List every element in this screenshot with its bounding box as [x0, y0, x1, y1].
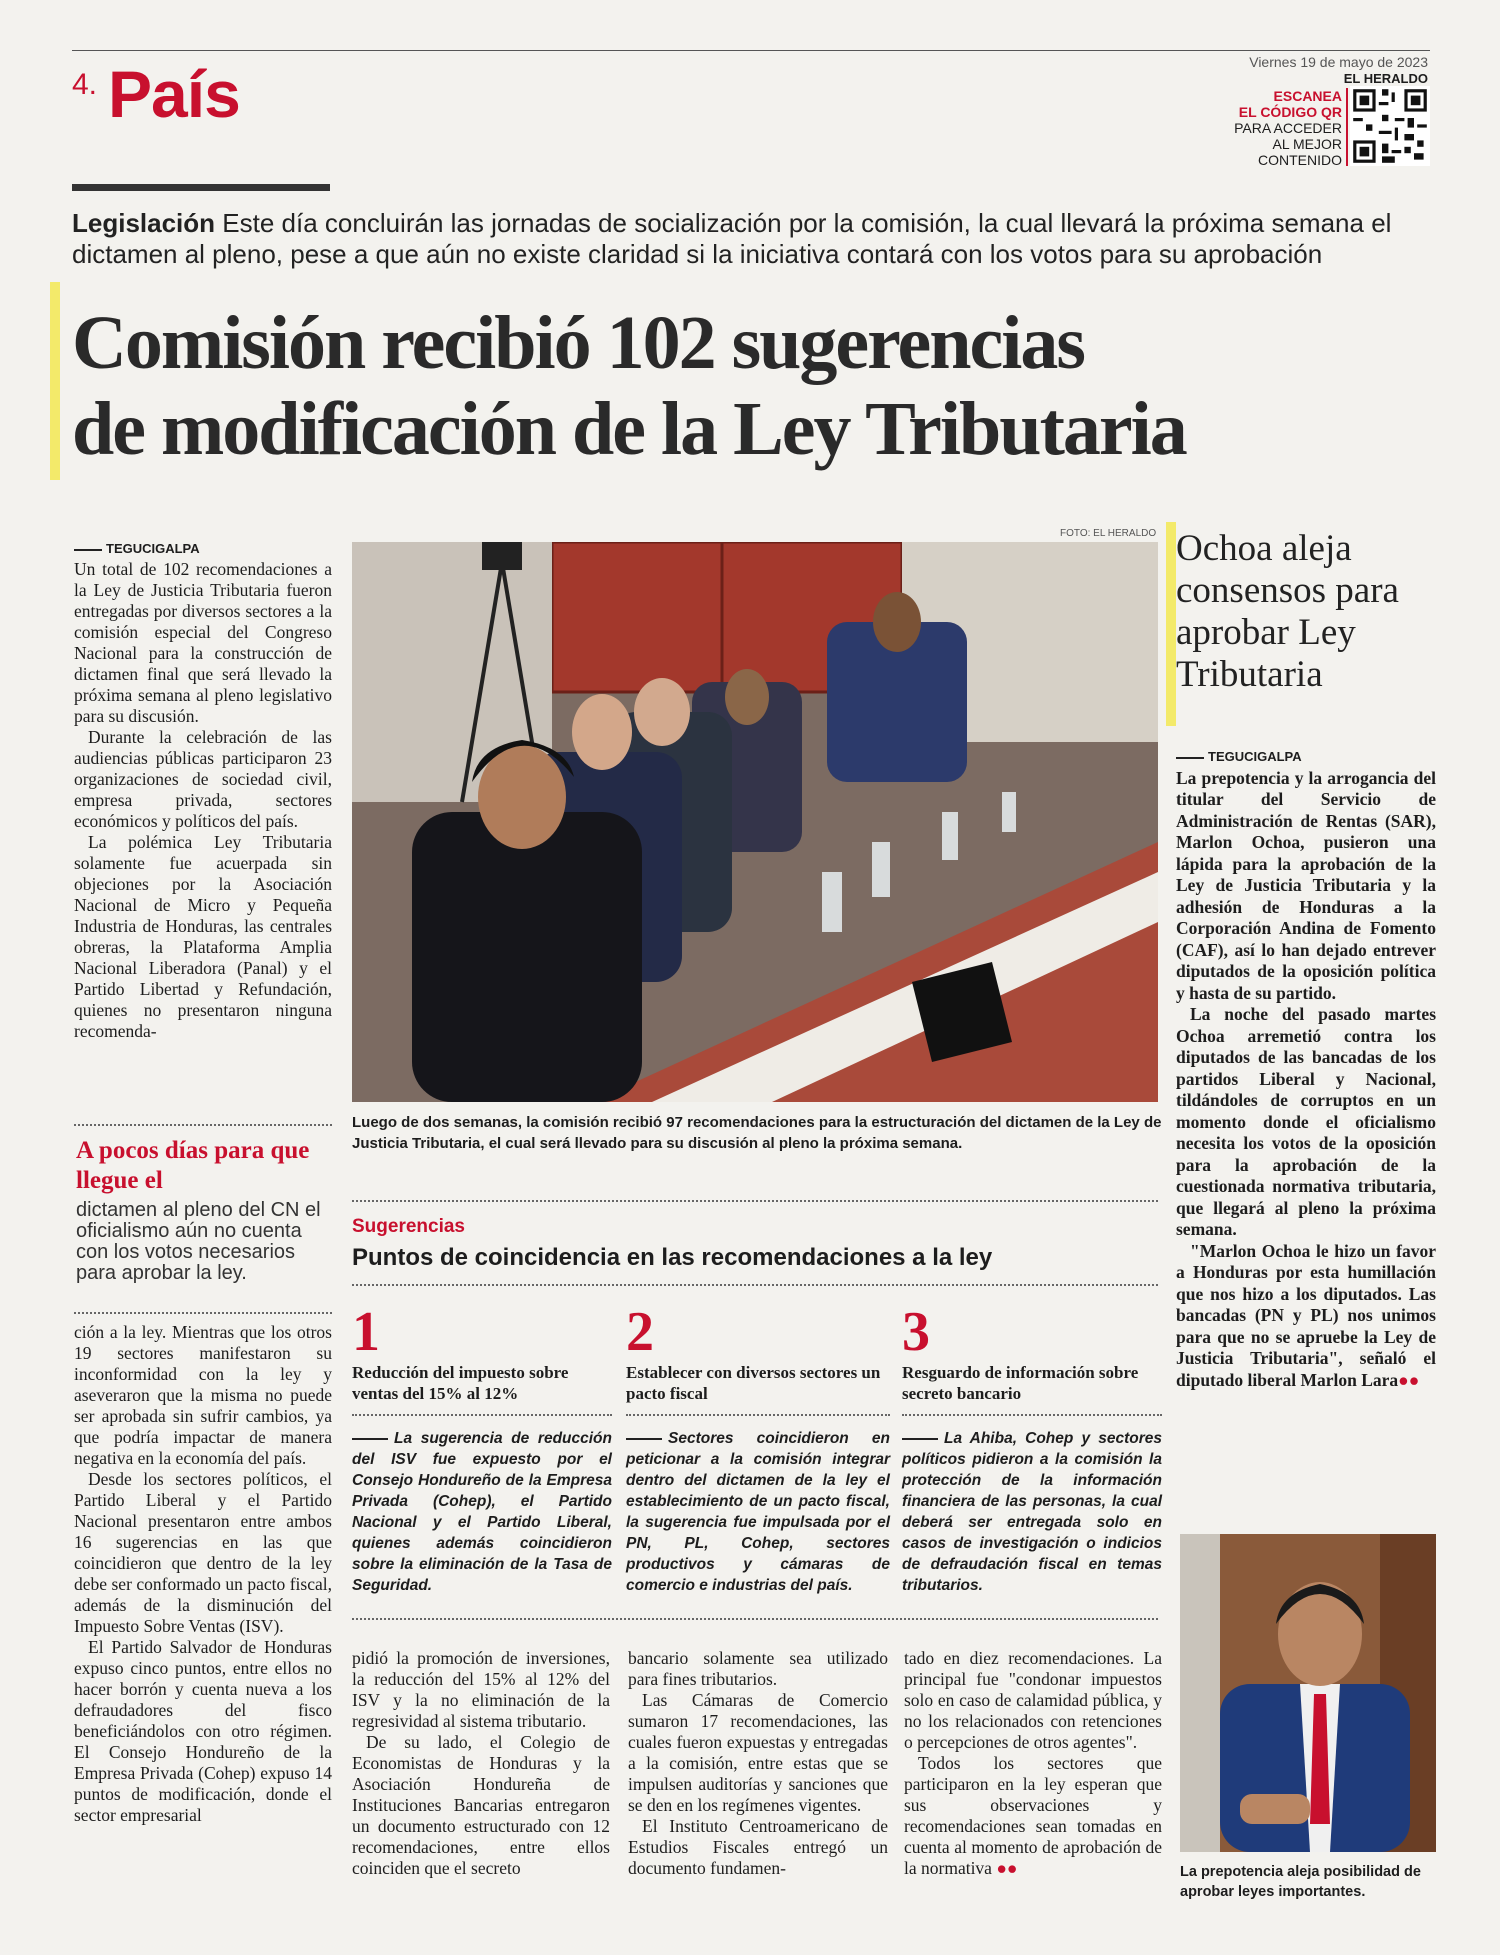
side-p1: La prepotencia y la arrogancia del titular del Servicio de Administración de Rentas (SAR), Marlon Ochoa, pusieron una lápida para la aprobación de la Ley de Justicia Tributaria y la adhesión de Honduras a la Corporación Andina de Fomento (CAF), así lo han dejado entrever diputados de la oposición política y hasta de su partido.	[1176, 767, 1436, 1003]
suggestion-point-1	[352, 1302, 612, 1596]
main-story-col2	[352, 1648, 610, 1879]
point-3-number: 3	[902, 1301, 930, 1363]
side-p3: "Marlon Ochoa le hizo un favor a Honduras por esta humillación que nos hizo a los diputados. Las bancadas (PN y PL) nos unimos para que no se apruebe la Ley de Justicia Tributaria", señaló el diputado liberal Marlon Lara	[1176, 1240, 1436, 1390]
newspaper-name: EL HERALDO	[1343, 71, 1428, 86]
side-dateline: TEGUCIGALPA	[1176, 746, 1436, 768]
main-story-col4	[904, 1648, 1162, 1879]
main-p9: bancario solamente sea utilizado para fines tributarios.	[628, 1648, 888, 1689]
side-end-mark-icon: ●●	[1398, 1369, 1420, 1390]
point-3-body: La Ahiba, Cohep y sectores políticos pidieron a la comisión la protección de la información financiera de las personas, la cual deberá ser entregada solo en casos de investigación o indicios de defraudación fiscal en temas tributarios.	[902, 1430, 1162, 1594]
top-rule	[72, 50, 1430, 51]
photo-credit: FOTO: EL HERALDO	[1060, 528, 1157, 539]
suggestions-bottom-rule	[352, 1618, 1158, 1620]
pull-rule-bottom	[74, 1312, 332, 1314]
point-1-title: Reducción del impuesto sobre ventas del 15% al 12%	[352, 1363, 569, 1403]
photo-caption: Luego de dos semanas, la comisión recibió 97 recomendaciones para la estructuración del dictamen de la Ley de Justicia Tributaria, el cual será llevado para su discusión al pleno la próxima semana.	[352, 1114, 1162, 1152]
main-p6: El Partido Salvador de Honduras expuso cinco puntos, entre ellos no hacer borrón y cuenta nueva a los defraudadores del fisco beneficiándolos con otro régimen. El Consejo Hondureño de la Empresa Privada (Cohep) expuso 14 puntos de modificación, donde el sector empresarial	[74, 1637, 332, 1825]
main-p10: Las Cámaras de Comercio sumaron 17 recomendaciones, las cuales fueron expuestas y entregadas a la comisión, entre estas que se impulsen auditorías y sanciones que se den en los regímenes vigentes.	[628, 1690, 888, 1815]
side-story-text	[1176, 746, 1436, 1391]
deck	[72, 208, 1432, 270]
point-3-title: Resguardo de información sobre secreto bancario	[902, 1363, 1139, 1403]
deck-kicker: Legislación	[72, 208, 216, 238]
section-title: País	[108, 57, 240, 131]
qr-divider	[1346, 88, 1348, 166]
point-2-number: 2	[626, 1301, 654, 1363]
end-mark-icon: ●●	[996, 1858, 1018, 1878]
main-p12: tado en diez recomendaciones. La principal fue "condonar impuestos solo en caso de calamidad pública, y no los relacionados con retenciones o percepciones de otros agentes".	[904, 1648, 1162, 1752]
caption-rule	[352, 1200, 1158, 1202]
point-2-title: Establecer con diversos sectores un pacto fiscal	[626, 1363, 881, 1403]
suggestions-rule	[352, 1284, 1158, 1286]
suggestions-title: Puntos de coincidencia en las recomendaciones a la ley	[352, 1244, 993, 1271]
point-1-body: La sugerencia de reducción del ISV fue expuesto por el Consejo Hondureño de la Empresa Privada (Cohep), el Partido Nacional y el Partido Liberal, quienes además coincidieron sobre la eliminación de la Tasa de Seguridad.	[352, 1430, 612, 1594]
qr-prompt	[1220, 88, 1342, 168]
main-p8: De su lado, el Colegio de Economistas de Honduras y la Asociación Hondureña de Instituciones Bancarias entregaron un documento estructurado con 12 recomendaciones, entre ellos coinciden que el secreto	[352, 1732, 610, 1878]
point-1-number: 1	[352, 1301, 380, 1363]
deck-text: Este día concluirán las jornadas de socialización por la comisión, la cual llevará la próxima semana el dictamen al pleno, pese a que aún no existe claridad si la iniciativa contará con los votos para su aprobación	[72, 208, 1392, 269]
main-p13: Todos los sectores que participaron en la ley esperan que sus observaciones y recomendaciones sean tomadas en cuenta al momento de aprobación de la normativa	[904, 1753, 1162, 1878]
suggestion-point-3	[902, 1302, 1162, 1596]
main-p7: pidió la promoción de inversiones, la reducción del 15% al 12% del ISV y la no eliminación de la regresividad al sistema tributario.	[352, 1648, 610, 1731]
headline-highlight	[50, 282, 60, 480]
main-p1: Un total de 102 recomendaciones a la Ley de Justicia Tributaria fueron entregadas por diversos sectores a la comisión especial del Congreso Nacional para la construcción de dictamen final que será llevado la próxima semana al pleno legislativo para su discusión.	[74, 559, 332, 726]
qr-line-3: PARA ACCEDER	[1234, 120, 1342, 136]
side-photo-caption: La prepotencia aleja posibilidad de aprobar leyes importantes.	[1180, 1864, 1421, 1900]
main-story-col3	[628, 1648, 888, 1879]
side-headline: Ochoa aleja consensos para aprobar Ley Tributaria	[1176, 528, 1399, 695]
qr-line-5: CONTENIDO	[1258, 152, 1342, 168]
main-p4: ción a la ley. Mientras que los otros 19 sectores manifestaron su inconformidad con la ley y aseveraron que la misma no puede ser aprobada sin sufrir cambios, ya que podría impactar de manera negativa en la economía del país.	[74, 1322, 332, 1468]
suggestions-label: Sugerencias	[352, 1216, 465, 1237]
qr-line-2: EL CÓDIGO QR	[1238, 104, 1342, 120]
qr-line-4: AL MEJOR	[1272, 136, 1342, 152]
main-p3: La polémica Ley Tributaria solamente fue acuerpada sin objeciones por la Asociación Nacional de Micro y Pequeña Industria de Honduras, las centrales obreras, la Plataforma Amplia Nacional Liberadora (Panal) y el Partido Libertad y Refundación, quienes no presentaron ninguna recomenda-	[74, 832, 332, 1041]
headline-line-1: Comisión recibió 102 sugerencias	[72, 301, 1084, 385]
headline	[72, 300, 1442, 472]
kicker-rule	[72, 184, 330, 191]
main-story-col1-cont	[74, 1322, 332, 1826]
main-p11: El Instituto Centroamericano de Estudios Fiscales entregó un documento fundamen-	[628, 1816, 888, 1878]
main-story-col1	[74, 538, 332, 1042]
main-dateline: TEGUCIGALPA	[74, 538, 332, 559]
pull-rule-top	[74, 1124, 332, 1126]
commission-meeting-photo	[352, 542, 1158, 1102]
main-p5: Desde los sectores políticos, el Partido Liberal y el Partido Nacional presentaron entre ambos 16 sugerencias en las que coincidieron que dentro de la ley debe ser conformado un pacto fiscal, además de la disminución del Impuesto Sobre Ventas (ISV).	[74, 1469, 332, 1636]
side-p2: La noche del pasado martes Ochoa arremetió contra los diputados de las bancadas de los partidos Liberal y Nacional, tildándoles de corruptos en un momento donde el oficialismo necesita los votos de la oposición para la aprobación de la cuestionada normativa tributaria, que llegará al pleno la próxima semana.	[1176, 1004, 1436, 1239]
qr-line-1: ESCANEA	[1273, 88, 1342, 104]
main-p2: Durante la celebración de las audiencias públicas participaron 23 organizaciones de sociedad civil, empresa privada, sectores económicos y políticos del país.	[74, 727, 332, 831]
marlon-lara-photo	[1180, 1534, 1436, 1852]
side-headline-highlight	[1166, 522, 1176, 726]
point-2-body: Sectores coincidieron en peticionar a la comisión integrar dentro del dictamen de la ley el establecimiento de un pacto fiscal, la sugerencia fue impulsada por el PN, PL, Cohep, sectores productivos y cámaras de comercio e industrias del país.	[626, 1430, 890, 1594]
qr-code-icon[interactable]	[1350, 86, 1430, 166]
issue-date: Viernes 19 de mayo de 2023	[1249, 54, 1428, 70]
pull-quote-heading: A pocos días para que llegue el	[76, 1137, 310, 1194]
section-number: 4.	[72, 68, 98, 101]
pull-quote-text: dictamen al pleno del CN el oficialismo aún no cuenta con los votos necesarios para aprobar la ley.	[76, 1199, 321, 1284]
headline-line-2: de modificación de la Ley Tributaria	[72, 387, 1186, 471]
suggestion-point-2	[626, 1302, 890, 1596]
